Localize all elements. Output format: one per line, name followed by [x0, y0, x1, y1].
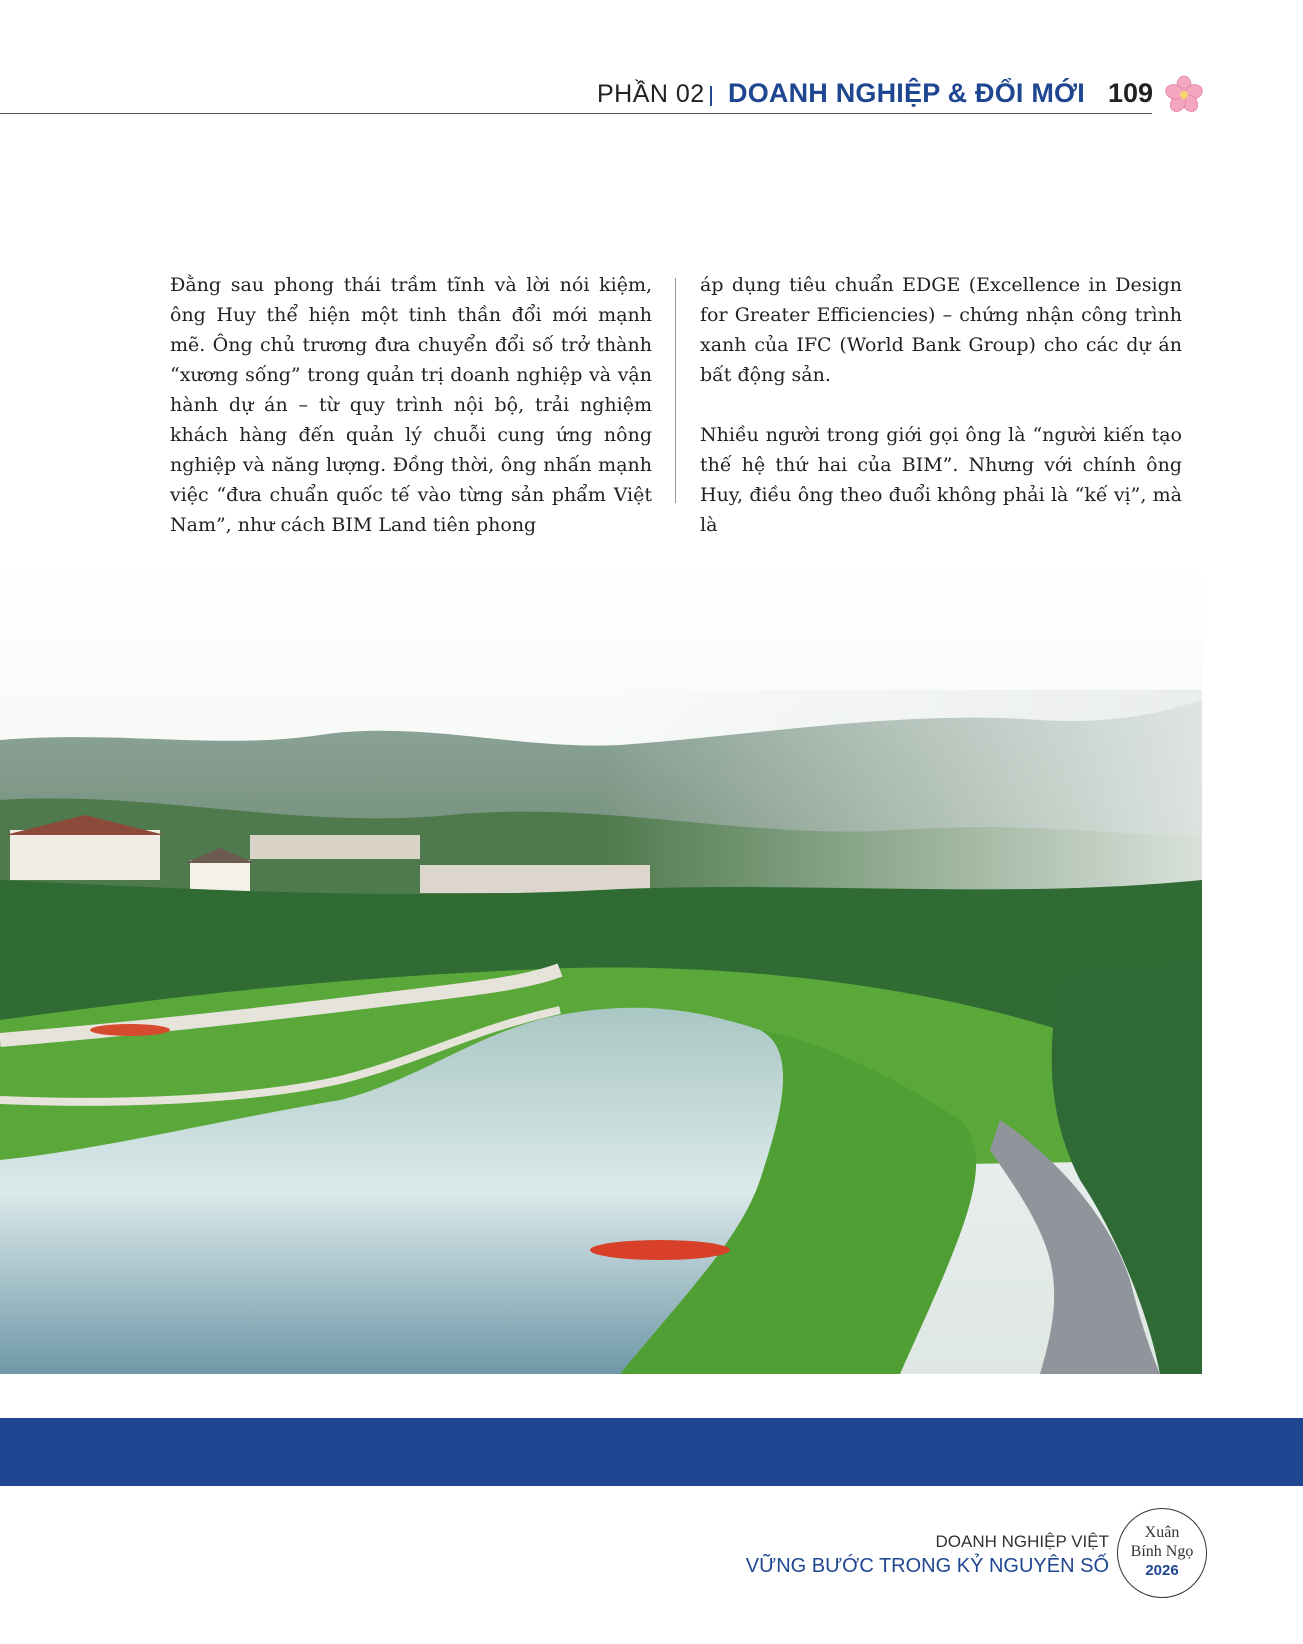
paragraph: áp dụng tiêu chuẩn EDGE (Excellence in Design for Greater Efficiencies) – chứng nhận công trình xanh của IFC (World Bank Group) cho các dự án bất động sản. [700, 274, 1182, 386]
article-column-right [700, 270, 1182, 570]
header-separator [710, 86, 712, 106]
section-label: PHẦN 02 [597, 80, 705, 108]
page-number: 109 [1108, 78, 1154, 108]
badge-line2: Bính Ngọ [1130, 1543, 1194, 1560]
paragraph: Đằng sau phong thái trầm tĩnh và lời nói kiệm, ông Huy thể hiện một tinh thần đổi mới mạnh mẽ. Ông chủ trương đưa chuyển đổi số trở thành “xương sống” trong quản trị doanh nghiệp và vận hành dự án – từ quy trình nội bộ, trải nghiệm khách hàng đến quản lý chuỗi cung ứng nông nghiệp và năng lượng. Đồng thời, ông nhấn mạnh việc “đưa chuẩn quốc tế vào từng sản phẩm Việt Nam”, như cách BIM Land tiên phong [170, 274, 652, 536]
landscape-photo [0, 560, 1202, 1374]
paragraph: Nhiều người trong giới gọi ông là “người kiến tạo thế hệ thứ hai của BIM”. Nhưng với chính ông Huy, điều ông theo đuổi không phải là “kế vị”, mà là [700, 424, 1182, 536]
article-column-left [170, 270, 652, 570]
edition-badge [1117, 1508, 1207, 1598]
footer-tagline: VỮNG BƯỚC TRONG KỶ NGUYÊN SỐ [745, 1555, 1109, 1577]
badge-year: 2026 [1145, 1562, 1179, 1579]
header-rule [0, 113, 1152, 114]
column-divider [675, 278, 676, 503]
cherry-blossom-icon [1164, 75, 1204, 115]
section-title: DOANH NGHIỆP & ĐỔI MỚI [728, 78, 1085, 108]
badge-line1: Xuân [1144, 1524, 1180, 1541]
footer-publication: DOANH NGHIỆP VIỆT [935, 1532, 1109, 1551]
page-header [0, 72, 1303, 116]
footer-band [0, 1418, 1303, 1486]
